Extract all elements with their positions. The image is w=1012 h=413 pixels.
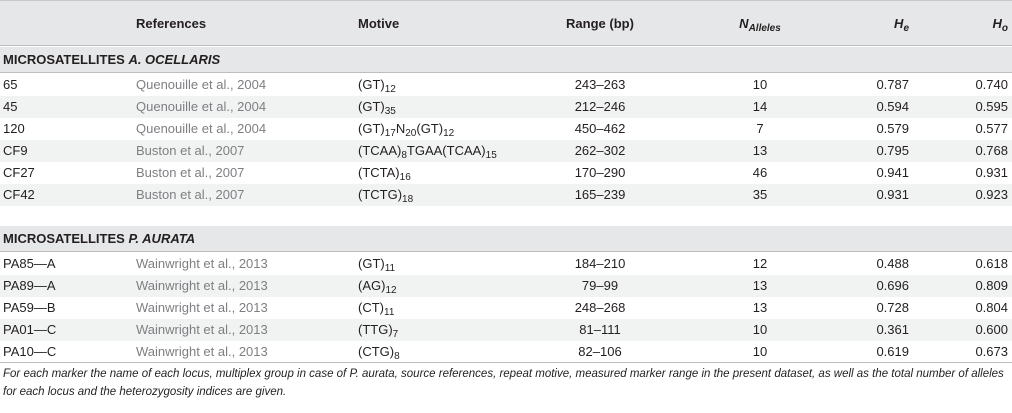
motive-cell: $(GT)_{12}$: [358, 77, 396, 95]
header-n-alleles: $N_{Alleles}$: [739, 16, 781, 34]
table-row: [0, 184, 1012, 206]
section-header: [0, 47, 1012, 73]
reference-cell: Buston et al., 2007: [136, 187, 245, 202]
reference-cell: Wainwright et al., 2013: [136, 344, 268, 359]
table-row: [0, 140, 1012, 162]
motive-cell: $(TCAA)_8TGAA(TCAA)_{15}$: [358, 143, 497, 161]
reference-cell: Buston et al., 2007: [136, 143, 245, 158]
table-row: [0, 162, 1012, 184]
range-cell: 450–462: [574, 121, 626, 136]
header-motive: Motive: [358, 16, 400, 31]
he-cell: 0.488: [876, 256, 909, 271]
reference-cell: Wainwright et al., 2013: [136, 278, 268, 293]
n-alleles-cell: 12: [752, 256, 768, 271]
range-cell: 82–106: [578, 344, 622, 359]
table-bottom-rule: [0, 362, 1012, 363]
table-row: [0, 118, 1012, 140]
reference-cell: Quenouille et al., 2004: [136, 99, 267, 114]
ho-cell: 0.600: [975, 322, 1008, 337]
he-cell: 0.931: [876, 187, 909, 202]
range-cell: 262–302: [574, 143, 626, 158]
header-references: References: [136, 16, 207, 31]
reference-cell: Wainwright et al., 2013: [136, 256, 268, 271]
locus-cell: CF42: [3, 187, 35, 202]
he-cell: 0.941: [876, 165, 909, 180]
table-row: [0, 253, 1012, 275]
he-cell: 0.728: [876, 300, 909, 315]
ho-cell: 0.595: [975, 99, 1008, 114]
ho-cell: 0.577: [975, 121, 1008, 136]
n-alleles-cell: 10: [752, 77, 768, 92]
locus-cell: PA59—B: [3, 300, 56, 315]
range-cell: 248–268: [574, 300, 626, 315]
ho-cell: 0.804: [975, 300, 1008, 315]
reference-cell: Quenouille et al., 2004: [136, 77, 267, 92]
locus-cell: 65: [3, 77, 18, 92]
he-cell: 0.594: [876, 99, 909, 114]
he-cell: 0.579: [876, 121, 909, 136]
reference-cell: Buston et al., 2007: [136, 165, 245, 180]
header-range: Range (bp): [566, 16, 634, 31]
reference-cell: Quenouille et al., 2004: [136, 121, 267, 136]
locus-cell: PA85—A: [3, 256, 56, 271]
ho-cell: 0.673: [975, 344, 1008, 359]
locus-cell: PA01—C: [3, 322, 57, 337]
he-cell: 0.619: [876, 344, 909, 359]
range-cell: 170–290: [574, 165, 626, 180]
ho-cell: 0.768: [975, 143, 1008, 158]
ho-cell: 0.923: [975, 187, 1008, 202]
motive-cell: $(TCTA)_{16}$: [358, 165, 411, 183]
range-cell: 81–111: [579, 322, 621, 337]
header-he: $H_e$: [894, 16, 909, 34]
reference-cell: Wainwright et al., 2013: [136, 300, 268, 315]
table-header: [0, 0, 1012, 46]
header-ho: $H_o$: [992, 16, 1008, 34]
range-cell: 79–99: [581, 278, 619, 293]
motive-cell: $(GT)_{35}$: [358, 99, 396, 117]
range-cell: 212–246: [574, 99, 626, 114]
n-alleles-cell: 13: [752, 143, 768, 158]
motive-cell: $(TCTG)_{18}$: [358, 187, 414, 205]
locus-cell: CF27: [3, 165, 35, 180]
n-alleles-cell: 35: [752, 187, 768, 202]
n-alleles-cell: 14: [752, 99, 768, 114]
motive-cell: $(TTG)_7$: [358, 322, 399, 340]
he-cell: 0.361: [876, 322, 909, 337]
motive-cell: $(GT)_{17}N_{20}(GT)_{12}$: [358, 121, 455, 139]
reference-cell: Wainwright et al., 2013: [136, 322, 268, 337]
section-header: [0, 226, 1012, 252]
section-title: MICROSATELLITES A. OCELLARIS: [3, 52, 221, 67]
range-cell: 165–239: [574, 187, 626, 202]
table-row: [0, 74, 1012, 96]
table-row: [0, 341, 1012, 363]
locus-cell: PA10—C: [3, 344, 57, 359]
table-footnote: For each marker the name of each locus, multiplex group in case of P. aurata, source references, repeat motive, measured marker range in the present dataset, as well as the total number of alleles for each locus and the heterozygosity indices are given.: [3, 368, 1004, 398]
motive-cell: $(CTG)_8$: [358, 344, 400, 362]
motive-cell: $(AG)_{12}$: [358, 278, 397, 296]
table-row: [0, 275, 1012, 297]
section-title: MICROSATELLITES P. AURATA: [3, 231, 196, 246]
n-alleles-cell: 10: [752, 322, 768, 337]
n-alleles-cell: 13: [752, 300, 768, 315]
table-row: [0, 297, 1012, 319]
ho-cell: 0.618: [975, 256, 1008, 271]
locus-cell: 45: [3, 99, 18, 114]
ho-cell: 0.740: [975, 77, 1008, 92]
ho-cell: 0.809: [975, 278, 1008, 293]
motive-cell: $(CT)_{11}$: [358, 300, 395, 318]
he-cell: 0.787: [876, 77, 909, 92]
range-cell: 184–210: [574, 256, 626, 271]
ho-cell: 0.931: [975, 165, 1008, 180]
table-row: [0, 96, 1012, 118]
range-cell: 243–263: [574, 77, 626, 92]
locus-cell: PA89—A: [3, 278, 56, 293]
table-row: [0, 319, 1012, 341]
he-cell: 0.795: [876, 143, 909, 158]
n-alleles-cell: 13: [752, 278, 768, 293]
n-alleles-cell: 7: [756, 121, 764, 136]
locus-cell: CF9: [3, 143, 28, 158]
n-alleles-cell: 10: [752, 344, 768, 359]
n-alleles-cell: 46: [752, 165, 768, 180]
locus-cell: 120: [3, 121, 25, 136]
he-cell: 0.696: [876, 278, 909, 293]
motive-cell: $(GT)_{11}$: [358, 256, 396, 274]
